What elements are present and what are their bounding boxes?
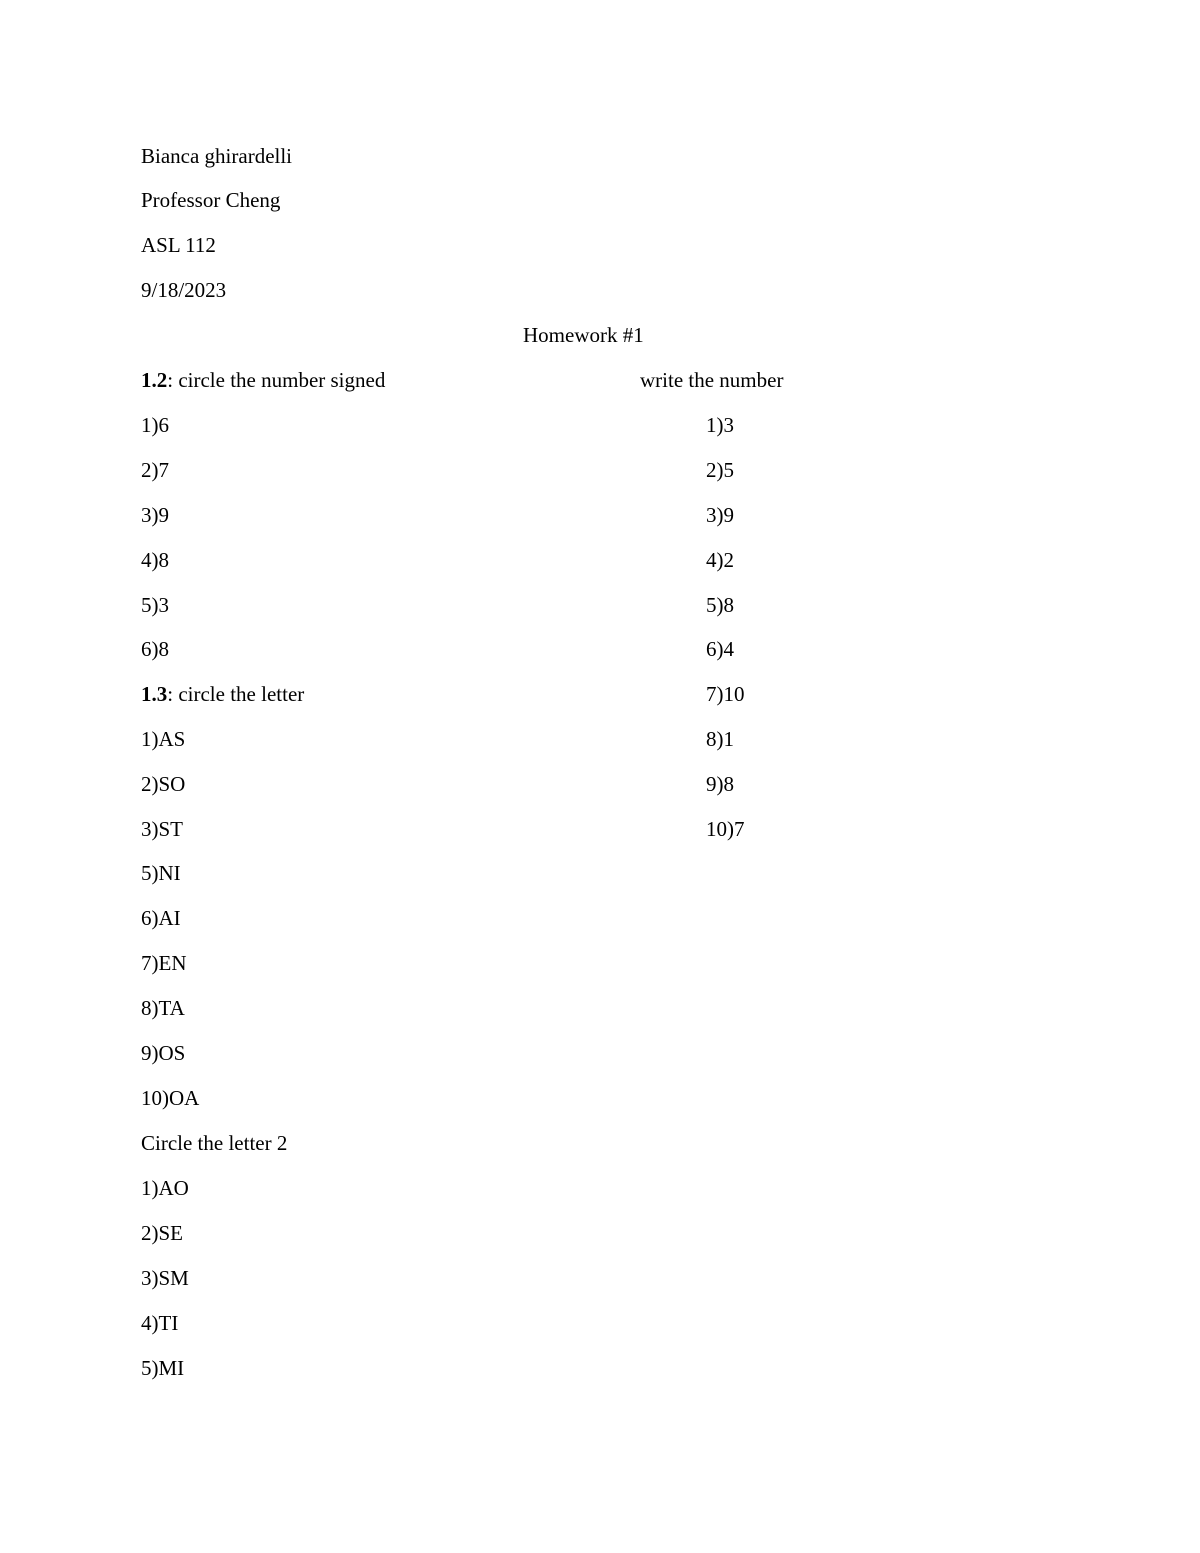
section-1-3-heading	[141, 684, 304, 705]
list-item: 4)8	[141, 548, 169, 572]
list-item: 3)SM	[141, 1266, 189, 1290]
list-item: 2)5	[706, 458, 734, 482]
list-item: 5)8	[706, 593, 734, 617]
write-number-heading: write the number	[640, 368, 784, 392]
list-item: 8)TA	[141, 996, 185, 1020]
list-item: 10)7	[706, 817, 745, 841]
list-item: 6)4	[706, 637, 734, 661]
section-1-2-number: 1.2	[141, 368, 168, 392]
section-1-3-instruction: : circle the letter	[167, 682, 305, 706]
list-item: 5)NI	[141, 861, 181, 885]
list-item: 3)9	[706, 503, 734, 527]
list-item: 8)1	[706, 727, 734, 751]
section-1-2-heading	[141, 370, 385, 391]
list-item: 7)10	[706, 682, 745, 706]
section-1-2-instruction: : circle the number signed	[167, 368, 386, 392]
list-item: 1)AS	[141, 727, 186, 751]
list-item: 2)7	[141, 458, 169, 482]
list-item: 1)3	[706, 413, 734, 437]
list-item: 6)AI	[141, 906, 181, 930]
list-item: 1)6	[141, 413, 169, 437]
list-item: 4)TI	[141, 1311, 179, 1335]
course-name: ASL 112	[141, 233, 216, 257]
circle-letter-2-heading: Circle the letter 2	[141, 1131, 288, 1155]
page-title: Homework #1	[523, 323, 644, 347]
list-item: 2)SE	[141, 1221, 183, 1245]
list-item: 3)9	[141, 503, 169, 527]
student-name: Bianca ghirardelli	[141, 144, 293, 168]
list-item: 3)ST	[141, 817, 183, 841]
list-item: 9)OS	[141, 1041, 186, 1065]
section-1-3-number: 1.3	[141, 682, 168, 706]
list-item: 4)2	[706, 548, 734, 572]
list-item: 7)EN	[141, 951, 187, 975]
list-item: 5)MI	[141, 1356, 185, 1380]
list-item: 5)3	[141, 593, 169, 617]
professor-name: Professor Cheng	[141, 188, 281, 212]
list-item: 9)8	[706, 772, 734, 796]
list-item: 10)OA	[141, 1086, 200, 1110]
list-item: 1)AO	[141, 1176, 189, 1200]
date: 9/18/2023	[141, 278, 227, 302]
list-item: 6)8	[141, 637, 169, 661]
list-item: 2)SO	[141, 772, 186, 796]
